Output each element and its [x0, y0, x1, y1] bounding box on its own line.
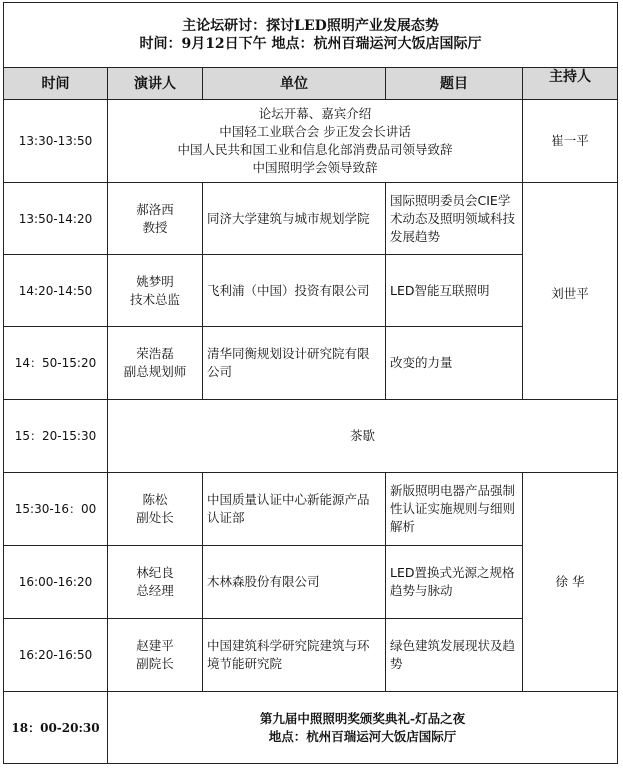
table-row [4, 400, 618, 473]
time-cell: 16:00-16:20 [4, 546, 108, 619]
speaker-cell [108, 473, 203, 546]
topic-cell: 新版照明电器产品强制性认证实施规则与细则解析 [386, 473, 523, 546]
table-row [4, 100, 618, 183]
topic-cell: 改变的力量 [386, 327, 523, 400]
time-cell: 18：00-20:30 [4, 692, 108, 764]
unit-cell: 木林森股份有限公司 [203, 546, 386, 619]
header-unit: 单位 [203, 68, 386, 100]
speaker-name: 郝洛西 [136, 201, 174, 217]
opening-line: 中国人民共和国工业和信息化部消费品司领导致辞 [177, 142, 453, 157]
header-time: 时间 [4, 68, 108, 100]
title-line-1: 主论坛研讨：探讨LED照明产业发展态势 [182, 18, 439, 34]
speaker-cell [108, 619, 203, 692]
topic-cell: LED置换式光源之规格趋势与脉动 [386, 546, 523, 619]
topic-cell: 绿色建筑发展现状及趋势 [386, 619, 523, 692]
time-cell: 16:20-16:50 [4, 619, 108, 692]
evening-line-2: 地点：杭州百瑞运河大饭店国际厅 [268, 728, 457, 744]
opening-line: 中国轻工业联合会 步正发会长讲话 [219, 124, 411, 139]
header-row [4, 68, 618, 100]
speaker-cell [108, 255, 203, 327]
header-topic: 题目 [386, 68, 523, 100]
evening-content [108, 692, 618, 764]
speaker-name: 赵建平 [136, 638, 174, 653]
table-row [4, 692, 618, 764]
title-line-2: 时间：9月12日下午 地点：杭州百瑞运河大饭店国际厅 [139, 36, 482, 52]
unit-cell: 中国建筑科学研究院建筑与环境节能研究院 [203, 619, 386, 692]
speaker-role: 教授 [142, 219, 168, 235]
schedule-title [4, 3, 618, 68]
unit-cell: 中国质量认证中心新能源产品认证部 [203, 473, 386, 546]
unit-cell: 同济大学建筑与城市规划学院 [203, 183, 386, 255]
time-cell: 13:50-14:20 [4, 183, 108, 255]
speaker-role: 技术总监 [129, 291, 180, 307]
speaker-cell [108, 183, 203, 255]
speaker-name: 荣浩磊 [136, 346, 174, 361]
table-row [4, 473, 618, 546]
unit-cell: 飞利浦（中国）投资有限公司 [203, 255, 386, 327]
speaker-role: 副院长 [136, 656, 174, 671]
topic-cell: 国际照明委员会CIE学术动态及照明领域科技发展趋势 [386, 183, 523, 255]
time-cell: 15：20-15:30 [4, 400, 108, 473]
evening-line-1: 第九届中照照明奖颁奖典礼-灯品之夜 [259, 710, 466, 726]
table-row [4, 183, 618, 255]
speaker-cell [108, 327, 203, 400]
speaker-role: 副总规划师 [123, 364, 187, 379]
speaker-role: 总经理 [136, 583, 174, 598]
opening-line: 中国照明学会领导致辞 [252, 160, 378, 175]
speaker-role: 副处长 [136, 510, 174, 525]
time-cell: 13:30-13:50 [4, 100, 108, 183]
header-host: 主持人 [523, 68, 618, 100]
time-cell: 14：50-15:20 [4, 327, 108, 400]
topic-cell: LED智能互联照明 [386, 255, 523, 327]
host-cell [523, 183, 618, 400]
unit-cell: 清华同衡规划设计研究院有限公司 [203, 327, 386, 400]
speaker-name: 陈松 [142, 492, 168, 507]
time-cell: 14:20-14:50 [4, 255, 108, 327]
break-label: 茶歇 [108, 400, 618, 473]
time-cell: 15:30-16：00 [4, 473, 108, 546]
header-speaker: 演讲人 [108, 68, 203, 100]
host-name: 刘世平 [551, 286, 589, 301]
forum-schedule-table [3, 2, 618, 764]
host-cell: 崔一平 [523, 100, 618, 183]
speaker-cell [108, 546, 203, 619]
speaker-name: 林纪良 [136, 565, 174, 580]
title-row [4, 3, 618, 68]
opening-line: 论坛开幕、嘉宾介绍 [258, 106, 372, 121]
opening-content [108, 100, 523, 183]
speaker-name: 姚梦明 [136, 273, 174, 289]
host-cell: 徐 华 [523, 473, 618, 692]
